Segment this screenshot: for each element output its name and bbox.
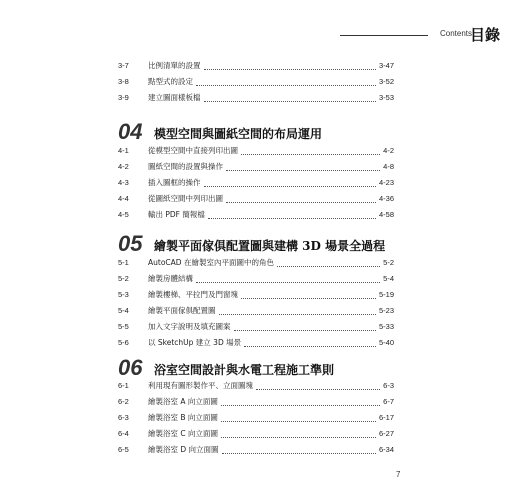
section-page: 5-40 bbox=[378, 338, 394, 347]
section-page: 3-47 bbox=[378, 61, 394, 70]
toc-entry[interactable] bbox=[118, 256, 394, 270]
section-title: 繪製浴室 A 向立面圖 bbox=[148, 397, 218, 406]
leader-dots bbox=[219, 314, 376, 315]
leader-dots bbox=[221, 405, 380, 406]
section-title: 利用現有圖形製作平、立面圖塊 bbox=[148, 381, 253, 390]
section-number: 5-3 bbox=[118, 290, 129, 299]
section-title: 插入圖框的操作 bbox=[148, 178, 201, 187]
toc-entry[interactable] bbox=[118, 427, 394, 441]
section-title: 繪製浴室 D 向立面圖 bbox=[148, 445, 219, 454]
header-rule bbox=[340, 35, 428, 36]
contents-header bbox=[340, 24, 500, 46]
section-title: 加入文字說明及填充圖案 bbox=[148, 322, 231, 331]
section-number: 5-4 bbox=[118, 306, 129, 315]
leader-dots bbox=[234, 330, 376, 331]
section-page: 6-34 bbox=[378, 445, 394, 454]
section-page: 6-7 bbox=[383, 397, 394, 406]
section-title: 從模型空間中直接列印出圖 bbox=[148, 146, 238, 155]
leader-dots bbox=[204, 101, 376, 102]
section-title: 繪製樓梯、平拉門及門窗塊 bbox=[148, 290, 238, 299]
section-page: 5-19 bbox=[378, 290, 394, 299]
toc-entry[interactable] bbox=[118, 272, 394, 286]
section-number: 6-5 bbox=[118, 445, 129, 454]
section-number: 4-3 bbox=[118, 178, 129, 187]
section-page: 5-23 bbox=[378, 306, 394, 315]
toc-entry[interactable] bbox=[118, 59, 394, 73]
section-number: 6-1 bbox=[118, 381, 129, 390]
section-title: 比例清單的設置 bbox=[148, 61, 201, 70]
toc-entry[interactable] bbox=[118, 208, 394, 222]
leader-dots bbox=[226, 202, 376, 203]
section-title: 點型式的設定 bbox=[148, 77, 193, 86]
section-number: 6-4 bbox=[118, 429, 129, 438]
toc-entry[interactable] bbox=[118, 144, 394, 158]
leader-dots bbox=[241, 298, 376, 299]
chapter-number: 04 bbox=[118, 119, 143, 144]
section-page: 6-27 bbox=[378, 429, 394, 438]
section-page: 4-23 bbox=[378, 178, 394, 187]
chapter-title: 繪製平面傢俱配置圖與建構 3D 場景全過程 bbox=[154, 239, 386, 253]
section-page: 3-52 bbox=[378, 77, 394, 86]
chapter-heading bbox=[118, 353, 334, 379]
leader-dots bbox=[208, 218, 376, 219]
toc-entry[interactable] bbox=[118, 320, 394, 334]
section-page: 3-53 bbox=[378, 93, 394, 102]
leader-dots bbox=[196, 282, 380, 283]
toc-entry[interactable] bbox=[118, 443, 394, 457]
section-number: 5-6 bbox=[118, 338, 129, 347]
section-page: 4-36 bbox=[378, 194, 394, 203]
toc-entry[interactable] bbox=[118, 288, 394, 302]
leader-dots bbox=[244, 346, 376, 347]
section-number: 5-2 bbox=[118, 274, 129, 283]
header-english-label: Contents bbox=[439, 29, 472, 38]
toc-entry[interactable] bbox=[118, 75, 394, 89]
header-chinese-label: 目錄 bbox=[469, 26, 500, 44]
section-page: 4-2 bbox=[383, 146, 394, 155]
section-page: 6-3 bbox=[383, 381, 394, 390]
leader-dots bbox=[256, 389, 380, 390]
section-number: 6-2 bbox=[118, 397, 129, 406]
leader-dots bbox=[222, 453, 376, 454]
leader-dots bbox=[196, 85, 376, 86]
section-title: 繪製浴室 B 向立面圖 bbox=[148, 413, 218, 422]
section-title: 從圖紙空間中列印出圖 bbox=[148, 194, 223, 203]
section-number: 3-8 bbox=[118, 77, 129, 86]
section-number: 4-5 bbox=[118, 210, 129, 219]
section-page: 5-33 bbox=[378, 322, 394, 331]
section-title: 以 SketchUp 建立 3D 場景 bbox=[148, 338, 242, 347]
section-number: 4-1 bbox=[118, 146, 129, 155]
toc-entry[interactable] bbox=[118, 304, 394, 318]
leader-dots bbox=[204, 69, 376, 70]
chapter-heading bbox=[118, 117, 322, 143]
toc-entry[interactable] bbox=[118, 176, 394, 190]
toc-entry[interactable] bbox=[118, 411, 394, 425]
section-title: 輸出 PDF 簡報檔 bbox=[148, 210, 205, 219]
leader-dots bbox=[221, 421, 376, 422]
section-page: 5-4 bbox=[383, 274, 394, 283]
leader-dots bbox=[204, 186, 376, 187]
page-number: 7 bbox=[396, 470, 401, 479]
toc-entry[interactable] bbox=[118, 395, 394, 409]
chapter-heading bbox=[118, 229, 385, 255]
section-title: 圖紙空間的設置與操作 bbox=[148, 162, 223, 171]
section-title: 建立圖面樣板檔 bbox=[148, 93, 201, 102]
toc-entry[interactable] bbox=[118, 192, 394, 206]
leader-dots bbox=[241, 154, 380, 155]
leader-dots bbox=[226, 170, 380, 171]
section-title: AutoCAD 在繪製室內平面圖中的角色 bbox=[148, 258, 274, 267]
section-number: 6-3 bbox=[118, 413, 129, 422]
chapter-title: 浴室空間設計與水電工程施工準則 bbox=[154, 363, 335, 377]
chapter-number: 05 bbox=[118, 231, 143, 256]
section-title: 繪製平面傢俱配置圖 bbox=[148, 306, 216, 315]
leader-dots bbox=[221, 437, 376, 438]
section-number: 5-1 bbox=[118, 258, 129, 267]
section-page: 4-8 bbox=[383, 162, 394, 171]
section-number: 4-2 bbox=[118, 162, 129, 171]
section-number: 3-7 bbox=[118, 61, 129, 70]
chapter-title: 模型空間與圖紙空間的布局運用 bbox=[154, 127, 323, 141]
section-page: 5-2 bbox=[383, 258, 394, 267]
section-page: 4-58 bbox=[378, 210, 394, 219]
section-number: 3-9 bbox=[118, 93, 129, 102]
section-page: 6-17 bbox=[378, 413, 394, 422]
toc-entry[interactable] bbox=[118, 160, 394, 174]
toc-entry[interactable] bbox=[118, 379, 394, 393]
section-number: 5-5 bbox=[118, 322, 129, 331]
toc-entry[interactable] bbox=[118, 91, 394, 105]
leader-dots bbox=[277, 266, 380, 267]
section-title: 繪製浴室 C 向立面圖 bbox=[148, 429, 219, 438]
toc-entry[interactable] bbox=[118, 336, 394, 350]
section-title: 繪製房體結構 bbox=[148, 274, 193, 283]
section-number: 4-4 bbox=[118, 194, 129, 203]
chapter-number: 06 bbox=[118, 355, 143, 380]
